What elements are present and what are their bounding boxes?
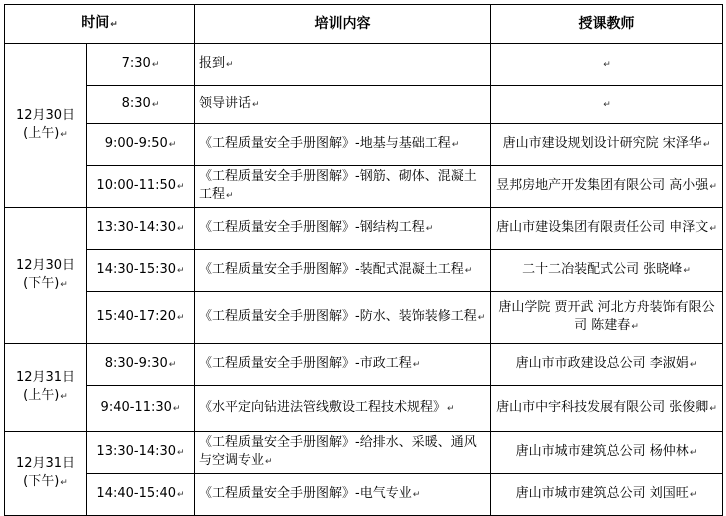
- teacher-cell: 二十二冶装配式公司 张晓峰↵: [491, 250, 723, 292]
- header-teacher: 授课教师: [491, 5, 723, 44]
- table-row: [5, 386, 723, 432]
- table-row: [5, 86, 723, 124]
- time-cell: 9:40-11:30↵: [87, 386, 195, 432]
- time-cell: 7:30↵: [87, 44, 195, 86]
- header-content: 培训内容: [195, 5, 491, 44]
- date-cell: 12月31日(上午)↵: [5, 344, 87, 432]
- table-row: [5, 344, 723, 386]
- time-cell: 14:30-15:30↵: [87, 250, 195, 292]
- teacher-cell: ↵: [491, 44, 723, 86]
- date-cell: 12月30日(上午)↵: [5, 44, 87, 208]
- table-row: [5, 292, 723, 344]
- table-row: [5, 250, 723, 292]
- content-cell: 《水平定向钻进法管线敷设工程技术规程》↵: [195, 386, 491, 432]
- header-time: 时间↵: [5, 5, 195, 44]
- content-cell: 《工程质量安全手册图解》-钢筋、砌体、混凝土工程↵: [195, 166, 491, 208]
- teacher-cell: 唐山市建设规划设计研究院 宋泽华↵: [491, 124, 723, 166]
- time-cell: 14:40-15:40↵: [87, 474, 195, 516]
- time-cell: 13:30-14:30↵: [87, 432, 195, 474]
- time-cell: 15:40-17:20↵: [87, 292, 195, 344]
- table-row: [5, 44, 723, 86]
- time-cell: 13:30-14:30↵: [87, 208, 195, 250]
- table-row: [5, 474, 723, 516]
- content-cell: 报到↵: [195, 44, 491, 86]
- training-schedule-table: [4, 4, 723, 516]
- teacher-cell: 唐山市城市建筑总公司 刘国旺↵: [491, 474, 723, 516]
- header-row: [5, 5, 723, 44]
- table-row: [5, 208, 723, 250]
- teacher-cell: 唐山市市政建设总公司 李淑娟↵: [491, 344, 723, 386]
- table-row: [5, 124, 723, 166]
- teacher-cell: 唐山市中宇科技发展有限公司 张俊卿↵: [491, 386, 723, 432]
- teacher-cell: 唐山市城市建筑总公司 杨仲林↵: [491, 432, 723, 474]
- content-cell: 《工程质量安全手册图解》-电气专业↵: [195, 474, 491, 516]
- content-cell: 《工程质量安全手册图解》-钢结构工程↵: [195, 208, 491, 250]
- time-cell: 10:00-11:50↵: [87, 166, 195, 208]
- teacher-cell: 昱邦房地产开发集团有限公司 高小强↵: [491, 166, 723, 208]
- content-cell: 《工程质量安全手册图解》-市政工程↵: [195, 344, 491, 386]
- table-row: [5, 432, 723, 474]
- content-cell: 《工程质量安全手册图解》-防水、装饰装修工程↵: [195, 292, 491, 344]
- time-cell: 9:00-9:50↵: [87, 124, 195, 166]
- teacher-cell: 唐山市建设集团有限责任公司 申泽文↵: [491, 208, 723, 250]
- table-row: [5, 166, 723, 208]
- content-cell: 《工程质量安全手册图解》-给排水、采暖、通风与空调专业↵: [195, 432, 491, 474]
- time-cell: 8:30-9:30↵: [87, 344, 195, 386]
- teacher-cell: 唐山学院 贾开武 河北方舟装饰有限公司 陈建春↵: [491, 292, 723, 344]
- time-cell: 8:30↵: [87, 86, 195, 124]
- date-cell: 12月31日(下午)↵: [5, 432, 87, 516]
- teacher-cell: ↵: [491, 86, 723, 124]
- date-cell: 12月30日(下午)↵: [5, 208, 87, 344]
- content-cell: 《工程质量安全手册图解》-装配式混凝土工程↵: [195, 250, 491, 292]
- content-cell: 《工程质量安全手册图解》-地基与基础工程↵: [195, 124, 491, 166]
- content-cell: 领导讲话↵: [195, 86, 491, 124]
